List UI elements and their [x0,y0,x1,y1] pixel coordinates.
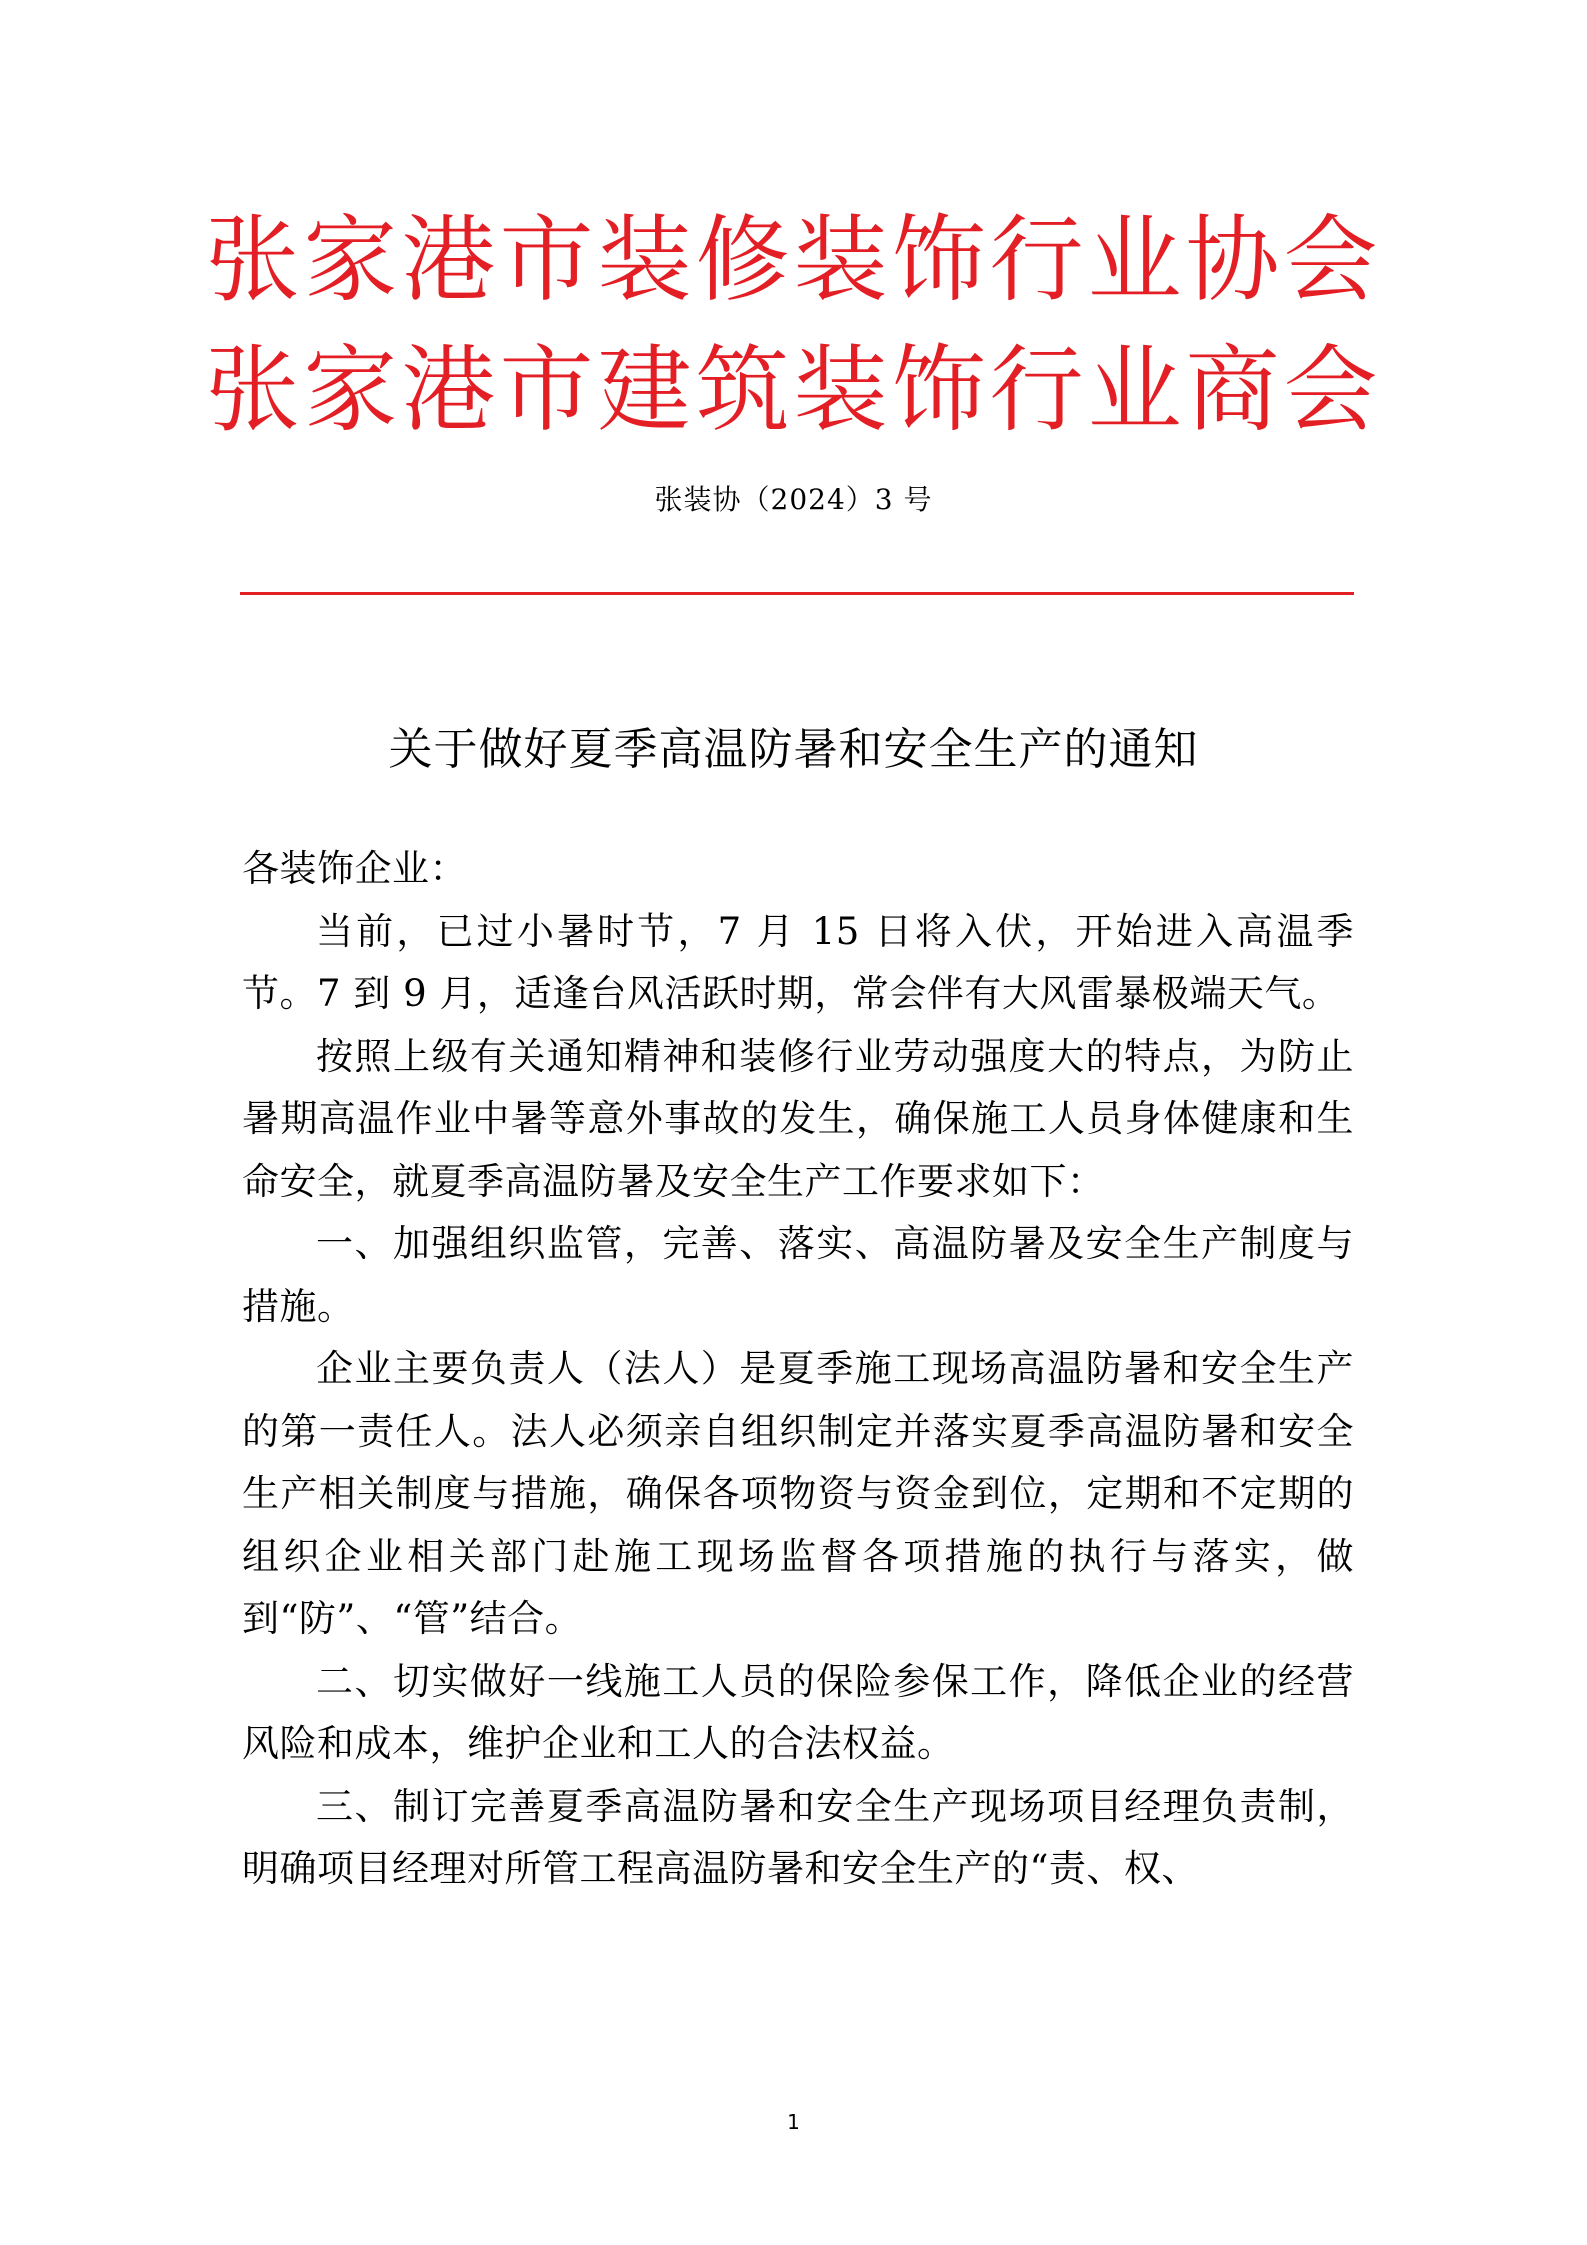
body-paragraph: 当前，已过小暑时节，7 月 15 日将入伏，开始进入高温季节。7 到 9 月，适逢台风活跃时期，常会伴有大风雷暴极端天气。 [242,909,1354,1015]
page-number: 1 [787,2110,800,2134]
notice-title: 关于做好夏季高温防暑和安全生产的通知 [388,724,1199,775]
org-name-primary: 张家港市装修装饰行业协会 [205,206,1382,315]
body-paragraph: 企业主要负责人（法人）是夏季施工现场高温防暑和安全生产的第一责任人。法人必须亲自组织制定并落实夏季高温防暑和安全生产相关制度与措施，确保各项物资与资金到位，定期和不定期的组织企业相关部门赴施工现场监督各项措施的执行与落实，做到“防”、“管”结合。 [242,1347,1354,1640]
notice-body [242,838,1354,1901]
org-name-secondary: 张家港市建筑装饰行业商会 [205,336,1382,445]
section-heading-2: 二、切实做好一线施工人员的保险参保工作，降低企业的经营风险和成本，维护企业和工人的合法权益。 [242,1659,1354,1765]
red-divider-line [240,592,1354,595]
section-heading-1: 一、加强组织监管，完善、落实、高温防暑及安全生产制度与措施。 [242,1222,1354,1328]
salutation: 各装饰企业： [242,847,467,890]
body-paragraph: 按照上级有关通知精神和装修行业劳动强度大的特点，为防止暑期高温作业中暑等意外事故的发生，确保施工人员身体健康和生命安全，就夏季高温防暑及安全生产工作要求如下： [242,1034,1354,1203]
section-heading-3: 三、制订完善夏季高温防暑和安全生产现场项目经理负责制，明确项目经理对所管工程高温防暑和安全生产的“责、权、 [242,1784,1354,1890]
document-number: 张装协（2024）3 号 [654,483,933,516]
